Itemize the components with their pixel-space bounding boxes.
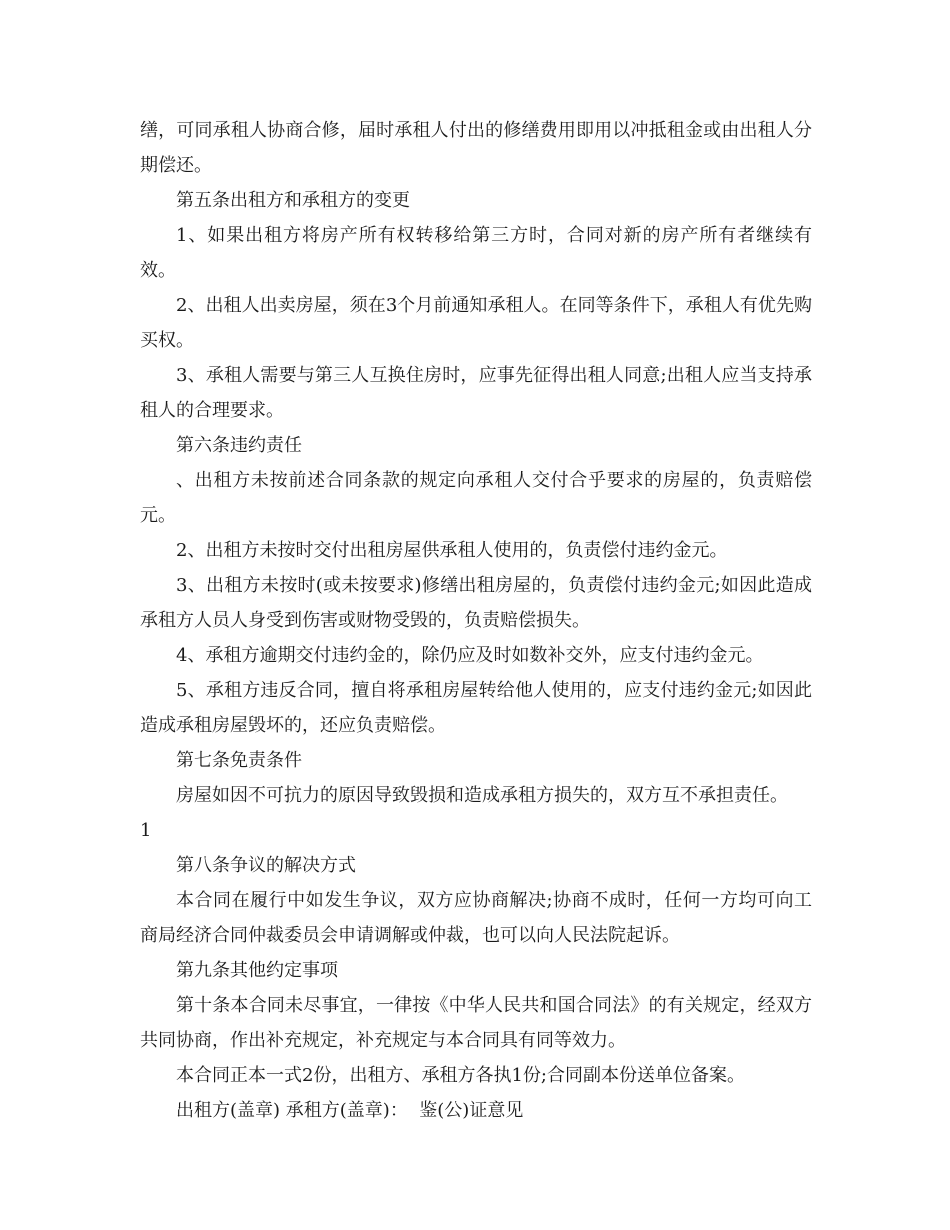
paragraph-5-2: 2、出租人出卖房屋，须在3个月前通知承租人。在同等条件下，承租人有优先购买权。 <box>140 295 812 351</box>
paragraph-copies: 本合同正本一式2份，出租方、承租方各执1份;合同副本份送单位备案。 <box>176 1065 745 1086</box>
notary-opinion-label: 鉴(公)证意见 <box>419 1100 524 1121</box>
paragraph-6-2: 2、出租方未按时交付出租房屋供承租人使用的，负责偿付违约金元。 <box>176 540 728 561</box>
lessor-seal-label: 出租方(盖章) <box>176 1100 281 1121</box>
paragraph-article-10: 第十条本合同未尽事宜，一律按《中华人民共和国合同法》的有关规定，经双方共同协商，作出补充规定，补充规定与本合同具有同等效力。 <box>140 995 812 1051</box>
page-number: 1 <box>140 820 152 841</box>
heading-article-9: 第九条其他约定事项 <box>176 960 338 981</box>
paragraph-5-3: 3、承租人需要与第三人互换住房时，应事先征得出租人同意;出租人应当支持承租人的合理要求。 <box>140 365 812 421</box>
document-body <box>140 113 812 1128</box>
signature-row <box>140 1093 812 1128</box>
paragraph-6-1: 、出租方未按前述合同条款的规定向承租人交付合乎要求的房屋的，负责赔偿元。 <box>140 470 812 526</box>
paragraph-7: 房屋如因不可抗力的原因导致毁损和造成承租方损失的，双方互不承担责任。 <box>176 785 788 806</box>
heading-article-8: 第八条争议的解决方式 <box>176 855 356 876</box>
heading-article-6: 第六条违约责任 <box>176 435 302 456</box>
paragraph-8: 本合同在履行中如发生争议，双方应协商解决;协商不成时，任何一方均可向工商局经济合同仲裁委员会申请调解或仲裁，也可以向人民法院起诉。 <box>140 890 812 946</box>
paragraph-6-3: 3、出租方未按时(或未按要求)修缮出租房屋的，负责偿付违约金元;如因此造成承租方人员人身受到伤害或财物受毁的，负责赔偿损失。 <box>140 575 812 631</box>
paragraph-6-4: 4、承租方逾期交付违约金的，除仍应及时如数补交外，应支付违约金元。 <box>176 645 764 666</box>
heading-article-5: 第五条出租方和承租方的变更 <box>176 190 410 211</box>
lessee-seal-label: 承租方(盖章)： <box>285 1100 408 1121</box>
heading-article-7: 第七条免责条件 <box>176 750 302 771</box>
paragraph-6-5: 5、承租方违反合同，擅自将承租房屋转给他人使用的，应支付违约金元;如因此造成承租房屋毁坏的，还应负责赔偿。 <box>140 680 812 736</box>
paragraph-5-1: 1、如果出租方将房产所有权转移给第三方时，合同对新的房产所有者继续有效。 <box>140 225 812 281</box>
paragraph-repair-cont: 缮，可同承租人协商合修，届时承租人付出的修缮费用即用以冲抵租金或由出租人分期偿还。 <box>140 120 812 176</box>
